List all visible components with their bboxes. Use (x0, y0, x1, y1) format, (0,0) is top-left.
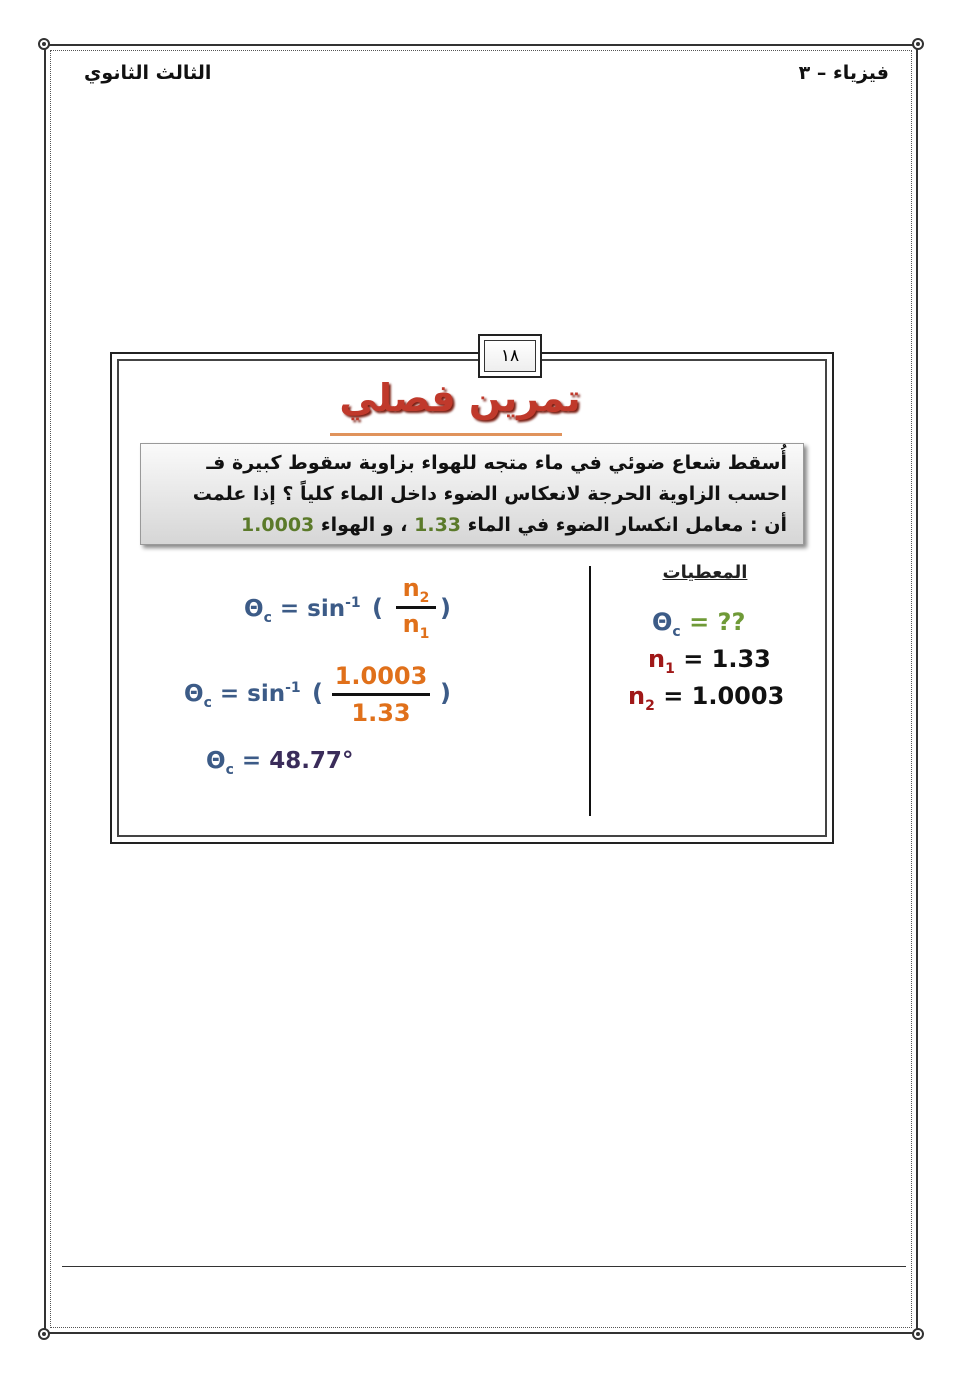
step1-sub: c (263, 610, 272, 626)
exercise-number-badge (478, 334, 542, 378)
step1-numerator (396, 574, 436, 606)
given-n1 (648, 645, 771, 677)
n1-sub: 1 (665, 661, 675, 677)
n1-value: = 1.33 (683, 645, 771, 673)
step3-lhs: Θ (206, 748, 226, 774)
step3-sub: c (225, 762, 234, 778)
exercise-number: ١٨ (484, 340, 536, 372)
step2-fn: = sin (219, 681, 286, 707)
water-index: 1.33 (414, 514, 462, 536)
corner-ornament-icon (38, 38, 50, 50)
step1-exp: -1 (345, 595, 361, 611)
question-line-3-text-b: ، و الهواء (320, 514, 408, 536)
step2-denominator: 1.33 (351, 699, 411, 727)
question-line-2: احسب الزاوية الحرجة لانعكاس الضوء داخل الماء كلياً ؟ إذا علمت (192, 483, 787, 505)
question-line-3 (157, 510, 787, 541)
n2-value: = 1.0003 (663, 682, 785, 710)
step1-fn: = sin (279, 596, 346, 622)
step2-numerator: 1.0003 (334, 662, 428, 690)
step2-fraction-bar (332, 693, 430, 696)
question-box (140, 443, 804, 545)
corner-ornament-icon (38, 1328, 50, 1340)
step1-open-paren: ( (372, 594, 383, 622)
step1-fraction-bar (396, 606, 436, 609)
solution-step-2 (184, 680, 301, 711)
step1-den-sub: 1 (419, 626, 430, 642)
exercise-title: تمرين فصلي (339, 376, 581, 420)
corner-ornament-icon (912, 38, 924, 50)
n2-symbol: n (628, 682, 646, 710)
step2-lhs: Θ (184, 681, 204, 707)
theta-sub: c (672, 624, 681, 640)
solution-step-3 (206, 748, 353, 778)
step3-eq: = (241, 748, 262, 774)
header-subject: فيزياء – ٣ (798, 62, 889, 84)
step1-denominator (396, 610, 436, 642)
question-line-3-text-a: أن : معامل انكسار الضوء في الماء (467, 514, 787, 536)
footer-rule (62, 1266, 906, 1267)
n2-sub: 2 (645, 698, 655, 714)
givens-title: المعطيات (662, 562, 748, 583)
step2-close-paren: ) (440, 679, 451, 707)
step1-lhs: Θ (244, 596, 264, 622)
given-n2 (628, 682, 784, 714)
column-divider (589, 566, 591, 816)
n1-symbol: n (648, 645, 666, 673)
theta-value: = ?? (689, 608, 746, 636)
air-index: 1.0003 (240, 514, 315, 536)
solution-step-1 (244, 595, 361, 626)
question-line-1: أُسقط شعاع ضوئي في ماء متجه للهواء بزاوية سقوط كبيرة فـ (206, 452, 787, 474)
step1-close-paren: ) (440, 594, 451, 622)
step3-value: 48.77° (269, 748, 354, 774)
step2-sub: c (203, 695, 212, 711)
theta-symbol: Θ (652, 608, 673, 636)
step1-num-sub: 2 (419, 590, 430, 606)
step2-open-paren: ( (312, 679, 323, 707)
title-underline (330, 433, 562, 436)
given-theta (652, 608, 745, 640)
step1-num-symbol: n (402, 574, 420, 602)
corner-ornament-icon (912, 1328, 924, 1340)
header-grade: الثالث الثانوي (84, 62, 212, 84)
step1-den-symbol: n (402, 610, 420, 638)
step2-exp: -1 (285, 680, 301, 696)
